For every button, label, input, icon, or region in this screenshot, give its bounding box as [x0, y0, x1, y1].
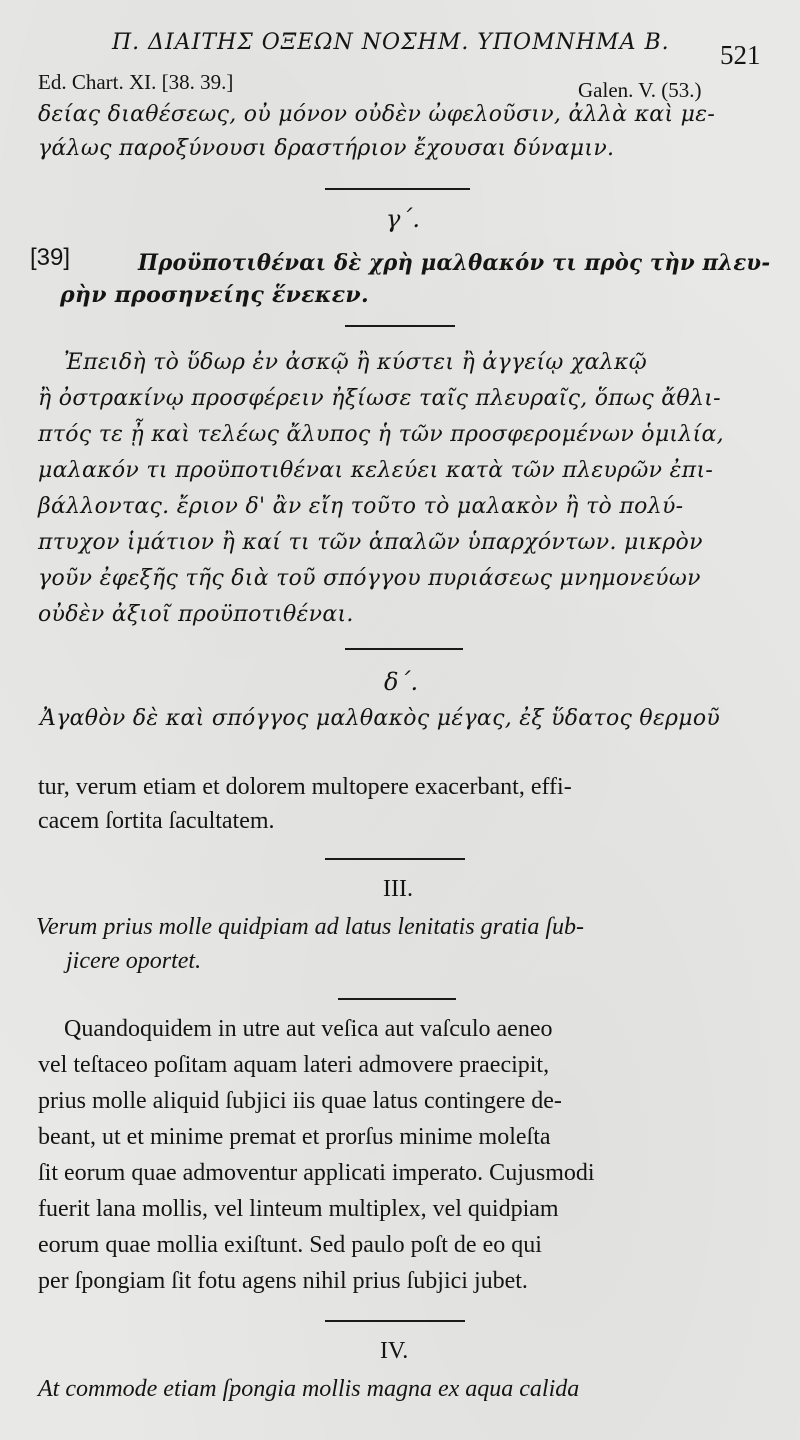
greek-section-3-label: γ΄. [386, 205, 420, 233]
section-divider [338, 998, 456, 1000]
page-number: 521 [720, 40, 761, 70]
greek-section-4-lemma: Ἀγαθὸν δὲ καὶ σπόγγος μαλθακὸς μέγας, ἐξ ὕδατος θερμοῦ [40, 706, 721, 731]
section-divider [345, 325, 455, 327]
latin-commentary-line-4: beant, ut et minime premat et prorſus minime moleſta [38, 1124, 551, 1150]
section-divider [345, 648, 463, 650]
edition-reference-left: Ed. Chart. XI. [38. 39.] [38, 70, 234, 94]
latin-section-3-label: III. [383, 876, 413, 902]
section-divider [325, 1320, 465, 1322]
greek-section-3-lemma-line-2: ρὴν προσηνείης ἕνεκεν. [60, 282, 369, 308]
running-title: Π. ΔΙΑΙΤΗΣ ΟΞΕΩΝ ΝΟΣΗΜ. ΥΠΟΜΝΗΜΑ Β. [112, 30, 670, 55]
greek-commentary-line-1: Ἐπειδὴ τὸ ὕδωρ ἐν ἀσκῷ ἢ κύστει ἢ ἀγγείῳ χαλκῷ [64, 350, 647, 375]
latin-opening-line-2: cacem ſortita ſacultatem. [38, 808, 275, 834]
latin-commentary-line-3: prius molle aliquid ſubjici iis quae latus contingere de- [38, 1088, 562, 1114]
latin-section-4-label: IV. [380, 1338, 409, 1364]
edition-reference-right: Galen. V. (53.) [578, 78, 702, 102]
latin-commentary-line-2: vel teſtaceo poſitam aquam lateri admovere praecipit, [38, 1052, 550, 1078]
greek-section-3-lemma-line-1: Προϋποτιθέναι δὲ χρὴ μαλθακόν τι πρὸς τὴν πλευ- [138, 250, 771, 276]
greek-opening-line-2: γάλως παροξύνουσι δραστήριον ἔχουσαι δύναμιν. [38, 136, 615, 161]
greek-section-4-label: δ΄. [384, 668, 419, 696]
latin-section-4-lemma: At commode etiam ſpongia mollis magna ex aqua calida [38, 1376, 580, 1402]
latin-section-3-lemma-line-2: jicere oportet. [66, 948, 202, 974]
latin-commentary-line-1: Quandoquidem in utre aut veſica aut vaſculo aeneo [64, 1016, 553, 1042]
latin-commentary-line-6: fuerit lana mollis, vel linteum multiplex, vel quidpiam [38, 1196, 559, 1222]
section-3-bracket-number: [39] [30, 244, 71, 271]
section-divider [325, 858, 465, 860]
greek-commentary-line-8: οὐδὲν ἀξιοῖ προϋποτιθέναι. [38, 602, 354, 627]
section-divider [325, 188, 470, 190]
latin-opening-line-1: tur, verum etiam et dolorem multopere exacerbant, effi- [38, 774, 572, 800]
greek-commentary-line-3: πτός τε ᾖ καὶ τελέως ἄλυπος ἡ τῶν προσφερομένων ὁμιλία, [38, 422, 724, 447]
latin-commentary-line-5: ſit eorum quae admoventur applicati imperato. Cujusmodi [38, 1160, 595, 1186]
latin-commentary-line-8: per ſpongiam ſit fotu agens nihil prius ſubjici jubet. [38, 1268, 528, 1294]
greek-commentary-line-7: γοῦν ἐφεξῆς τῆς διὰ τοῦ σπόγγου πυριάσεως μνημονεύων [38, 566, 701, 591]
greek-commentary-line-4: μαλακόν τι προϋποτιθέναι κελεύει κατὰ τῶν πλευρῶν ἐπι- [38, 458, 714, 483]
greek-commentary-line-2: ἢ ὀστρακίνῳ προσφέρειν ἠξίωσε ταῖς πλευραῖς, ὅπως ἄθλι- [38, 386, 721, 411]
greek-commentary-line-5: βάλλοντας. ἔριον δ' ἂν εἴη τοῦτο τὸ μαλακὸν ἢ τὸ πολύ- [38, 494, 684, 519]
latin-section-3-lemma-line-1: Verum prius molle quidpiam ad latus lenitatis gratia ſub- [36, 914, 585, 940]
latin-commentary-line-7: eorum quae mollia exiſtunt. Sed paulo poſt de eo qui [38, 1232, 542, 1258]
greek-opening-line-1: δείας διαθέσεως, οὐ μόνον οὐδὲν ὠφελοῦσιν, ἀλλὰ καὶ με- [38, 102, 716, 127]
greek-commentary-line-6: πτυχον ἱμάτιον ἢ καί τι τῶν ἁπαλῶν ὑπαρχόντων. μικρὸν [38, 530, 703, 555]
